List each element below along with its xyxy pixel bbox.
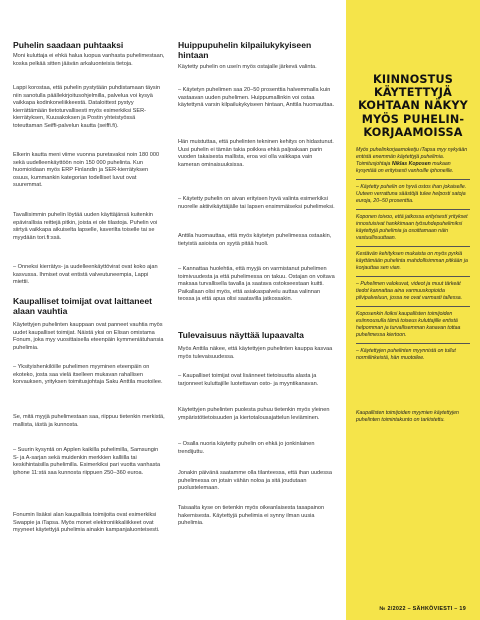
sidebar-title: KIINNOSTUS KÄYTETTYJÄ KOHTAAN NÄKYY MYÖS PUHELIN-KORJAAMOISSA bbox=[358, 73, 468, 139]
mid-paragraph-4: – Käytetty puhelin on aivan erityisen hyvä valinta esimerkiksi nuorelle aktiivikäyttäjälle tai lapsen ensimmäiseksi puhelimeksi. bbox=[178, 196, 335, 210]
left-paragraph-6: Käytettyjen puhelinten kauppaan ovat panneet vauhtia myös uudet kaupalliset toimijat. Näistä yksi on Elisan omistama Fonum, joka myy vuosittaisella eteenpäin kymmeniätuhansia puhelimia. bbox=[13, 322, 164, 351]
left-paragraph-9: – Suurin kysyntä on Applen kaikilla puhelimilla, Samsungin S- ja A-sarjan sekä muidenkin merkkien kalliilla tai keskihintaisilla puhelimilla. Esimerkiksi pari vuotta vanhasta iphone 11:stä saa kunnosta riippuen 250–360 euroa. bbox=[13, 447, 161, 476]
sidebar-paragraph-7: – Käytettyjen puhelinten myynnistä on tullut normilinkeistä, hän muotoilee. bbox=[356, 348, 456, 362]
sidebar-box bbox=[346, 0, 480, 620]
sidebar-divider bbox=[356, 276, 470, 277]
left-paragraph-8: Se, mitä myyjä puhelimestaan saa, riippuu tietenkin merkistä, mallista, iästä ja kunnosta. bbox=[13, 414, 165, 428]
sidebar-divider bbox=[356, 179, 470, 180]
page-footer: № 2/2022 – SÄHKÖVIESTI – 19 bbox=[379, 606, 466, 612]
sidebar-paragraph-8: Kaupallisten toimijoiden myymien käytettyjen puhelinten toimintakunto on tarkistettu. bbox=[356, 410, 459, 424]
heading-huippupuhelin: Huippupuhelin kilpailukykyiseen hintaan bbox=[178, 40, 312, 60]
sidebar-p1-name: Niklas Koposen bbox=[391, 161, 431, 168]
sidebar-p1-text-a: Myös puhelinkorjaamoketju iTapsa myy nykyään entistä enemmän käytettyjä puhelimia. Toimitusjohtaja bbox=[356, 147, 468, 168]
sidebar-paragraph-4: Kestävän kehityksen mukaista on myös pyrkiä käyttämään puhelinta mahdollisimman pitkään ja korjauttaa sen vian. bbox=[356, 251, 468, 272]
mid-paragraph-10: – Osalla nuoria käytetty puhelin on ehkä jo jonkinlainen trendijuttu. bbox=[178, 441, 315, 455]
mid-paragraph-7: Myös Anttila näkee, että käytettyjen puhelinten kauppa kasvaa myös tulevaisuudessa. bbox=[178, 346, 333, 360]
sidebar-paragraph-6: Koposenkin iloiksi kaupallisten toimijoiden esiinnousulla tämä toiseus kuluttajille entistä helpomman ja turvallisemman kanavan tottaa puhelimessa kiertoon. bbox=[356, 311, 461, 339]
left-paragraph-3: Elkerin kautta meni viime vuonna puretavaksi noin 180 000 sekä uudelleenkäyttöön noin 150 000 puhelinta. Kun huomioidaan myös ERP Finlandin ja SER-kierrätyksen osuus, kummankin kategorian todelliset luvut ovat suuremmat. bbox=[13, 152, 160, 189]
mid-paragraph-11: Jonakin päivänä saatamme olla tilanteessa, että ihan uudessa puhelimessa on jotain vähän noloa ja sitä joudutaan puolustelemaan. bbox=[178, 470, 332, 492]
sidebar-paragraph-3: Koponen toivoo, että jatkossa erityisesti yritykset innostuisivat hankkimaan työsuhdepuhelimiksi käytettyjä puhelimia ja osoittamaan näin vastuullisuuttaan. bbox=[356, 214, 468, 242]
left-paragraph-7: – Yksityishenkilöille puhelimen myyminen eteenpäin on ekoteko, josta saa vielä itselleen mukavan rahallisen korvauksen, yrityksen toimitusjohtaja Saku Anttila muotoilee. bbox=[13, 364, 163, 386]
mid-paragraph-9: Käytettyjen puhelinten puolesta puhuu tietenkin myös yleinen ympäristötietoisuuden ja kiertotalousajattelun leviäminen. bbox=[178, 407, 330, 421]
left-paragraph-2: Lappi korostaa, että puhelin pystytään puhdistamaan täysin niin sanotulla päällekirjoitusohjelmilla, palvelua voi kysyä vaikkapa kodinkoneliikkeestä. Dataloittest pystyy kierrättämään tietoturvallisesti myös esimerkiksi SER-kierrätyksen, Kuusakoksen ja Postin yhteistyössä toteuttaman Seiffi-palvelun kautta (seiffi.fi). bbox=[13, 85, 161, 129]
mid-paragraph-3: Hän muistuttaa, että puhelinten tekninen kehitys on hidastunut. Uusi puhelin ei tämän takia poikkea ehkä paljoakaan parin vuoden takaisesta mallista, eroa voi olla vaikkapa vain kameran ominaisuuksissa. bbox=[178, 139, 334, 168]
sidebar-paragraph-2: – Käytetty puhelin on hyvä ostos ihan jokaiselle. Uuteen verrattuna säästöjä tulee helposti satoja euroja, 20–50 prosenttia. bbox=[356, 184, 467, 205]
heading-tulevaisuus: Tulevaisuus näyttää lupaavalta bbox=[178, 330, 304, 340]
sidebar-divider bbox=[356, 246, 470, 247]
left-paragraph-1: Moni kuluttaja ei ehkä halua luopua vanhasta puhelimestaan, koska pelkää sitten jäävän arkaluonteisia tietoja. bbox=[13, 53, 165, 67]
mid-paragraph-12: Taisaalta kyse on tietenkin myös oikeanlaisesta tasapainon hakemisesta. Käytettyjä puhelimia ei synny ilman uusia puhelimia. bbox=[178, 505, 325, 527]
sidebar-paragraph-5: – Puhelimen valokuvat, videot ja muut tärkeät tiedot kannattaa aina varmuuskopioida pilvipalveluun, jossa ne ovat varmasti tallessa. bbox=[356, 281, 463, 302]
sidebar-p1-text-c: mukaan kysyntää on erityisesti vanhoille iphoneille. bbox=[356, 161, 454, 175]
sidebar-divider bbox=[356, 209, 470, 210]
mid-paragraph-5: Anttila huomauttaa, että myös käytetyn puhelimessa ostaakin, tietyistä asioista on syytä pitää huoli. bbox=[178, 233, 332, 247]
heading-puhelin-saadaan-puhtaaksi: Puhelin saadaan puhtaaksi bbox=[13, 40, 124, 50]
mid-paragraph-6: – Kannattaa huolehtia, että myyjä on varmistanut puhelimen toimivuudesta ja että puhelimessa on takuu. Ostajan on voitava maksaa turvallisella tavalla ja saatava ostokseestaan kuitti. Paikallaan olisi myös, että asiakaspalvelu auttaa valinnan teossa ja että apua olisi saatavilla jatkossakin. bbox=[178, 266, 335, 303]
mid-paragraph-1: Käytetty puhelin on useín myös ostajalle järkevä valinta. bbox=[178, 64, 317, 70]
mid-paragraph-2: – Käytetyn puhelimen saa 20–50 prosenttia halvemmalla kuin vastaavan uuden puhelimen. Huippumallinkin voi ostaa käytettynä varsin kilpailukykyiseen hintaan, Anttila huomauttaa. bbox=[178, 87, 335, 109]
left-paragraph-4: Tavallisimmin puhelin löytää uuden käyttäjänsä kuitenkin epävirallisia reittejä pitkin, joista ei ole tilastoja. Puhelin voi siirtyä vaikkapa aikuiselta lapselle, kaverilta toiselle tai se myydään tori.fi:ssä. bbox=[13, 212, 158, 241]
sidebar-divider bbox=[356, 343, 470, 344]
mid-paragraph-8: – Kaupalliset toimijat ovat lisänneet tietoisuutta alasta ja tarjonneet kuluttajille luotettavan osto- ja myyntikanavan. bbox=[178, 373, 319, 387]
sidebar-paragraph-1 bbox=[356, 147, 470, 175]
sidebar-divider bbox=[356, 306, 470, 307]
left-paragraph-10: Fonumin lisäksi alan kaupallisia toimijoita ovat esimerkiksi Swappie ja iTapsa. Myös monet elektroniikkaliikkeet ovat myyneet käytettyjä puhelimia ainakin kampanjaluonteisesti. bbox=[13, 512, 160, 534]
left-paragraph-5: – Onneksi kierrätys- ja uudelleenkäyttövirat ovat koko ajan kasvussa. Ihmiset ovat entistä valveutuneempia, Lappi miettii. bbox=[13, 264, 158, 286]
heading-kaupalliset-toimijat: Kaupalliset toimijat ovat laittaneet alaan vauhtia bbox=[13, 296, 152, 316]
